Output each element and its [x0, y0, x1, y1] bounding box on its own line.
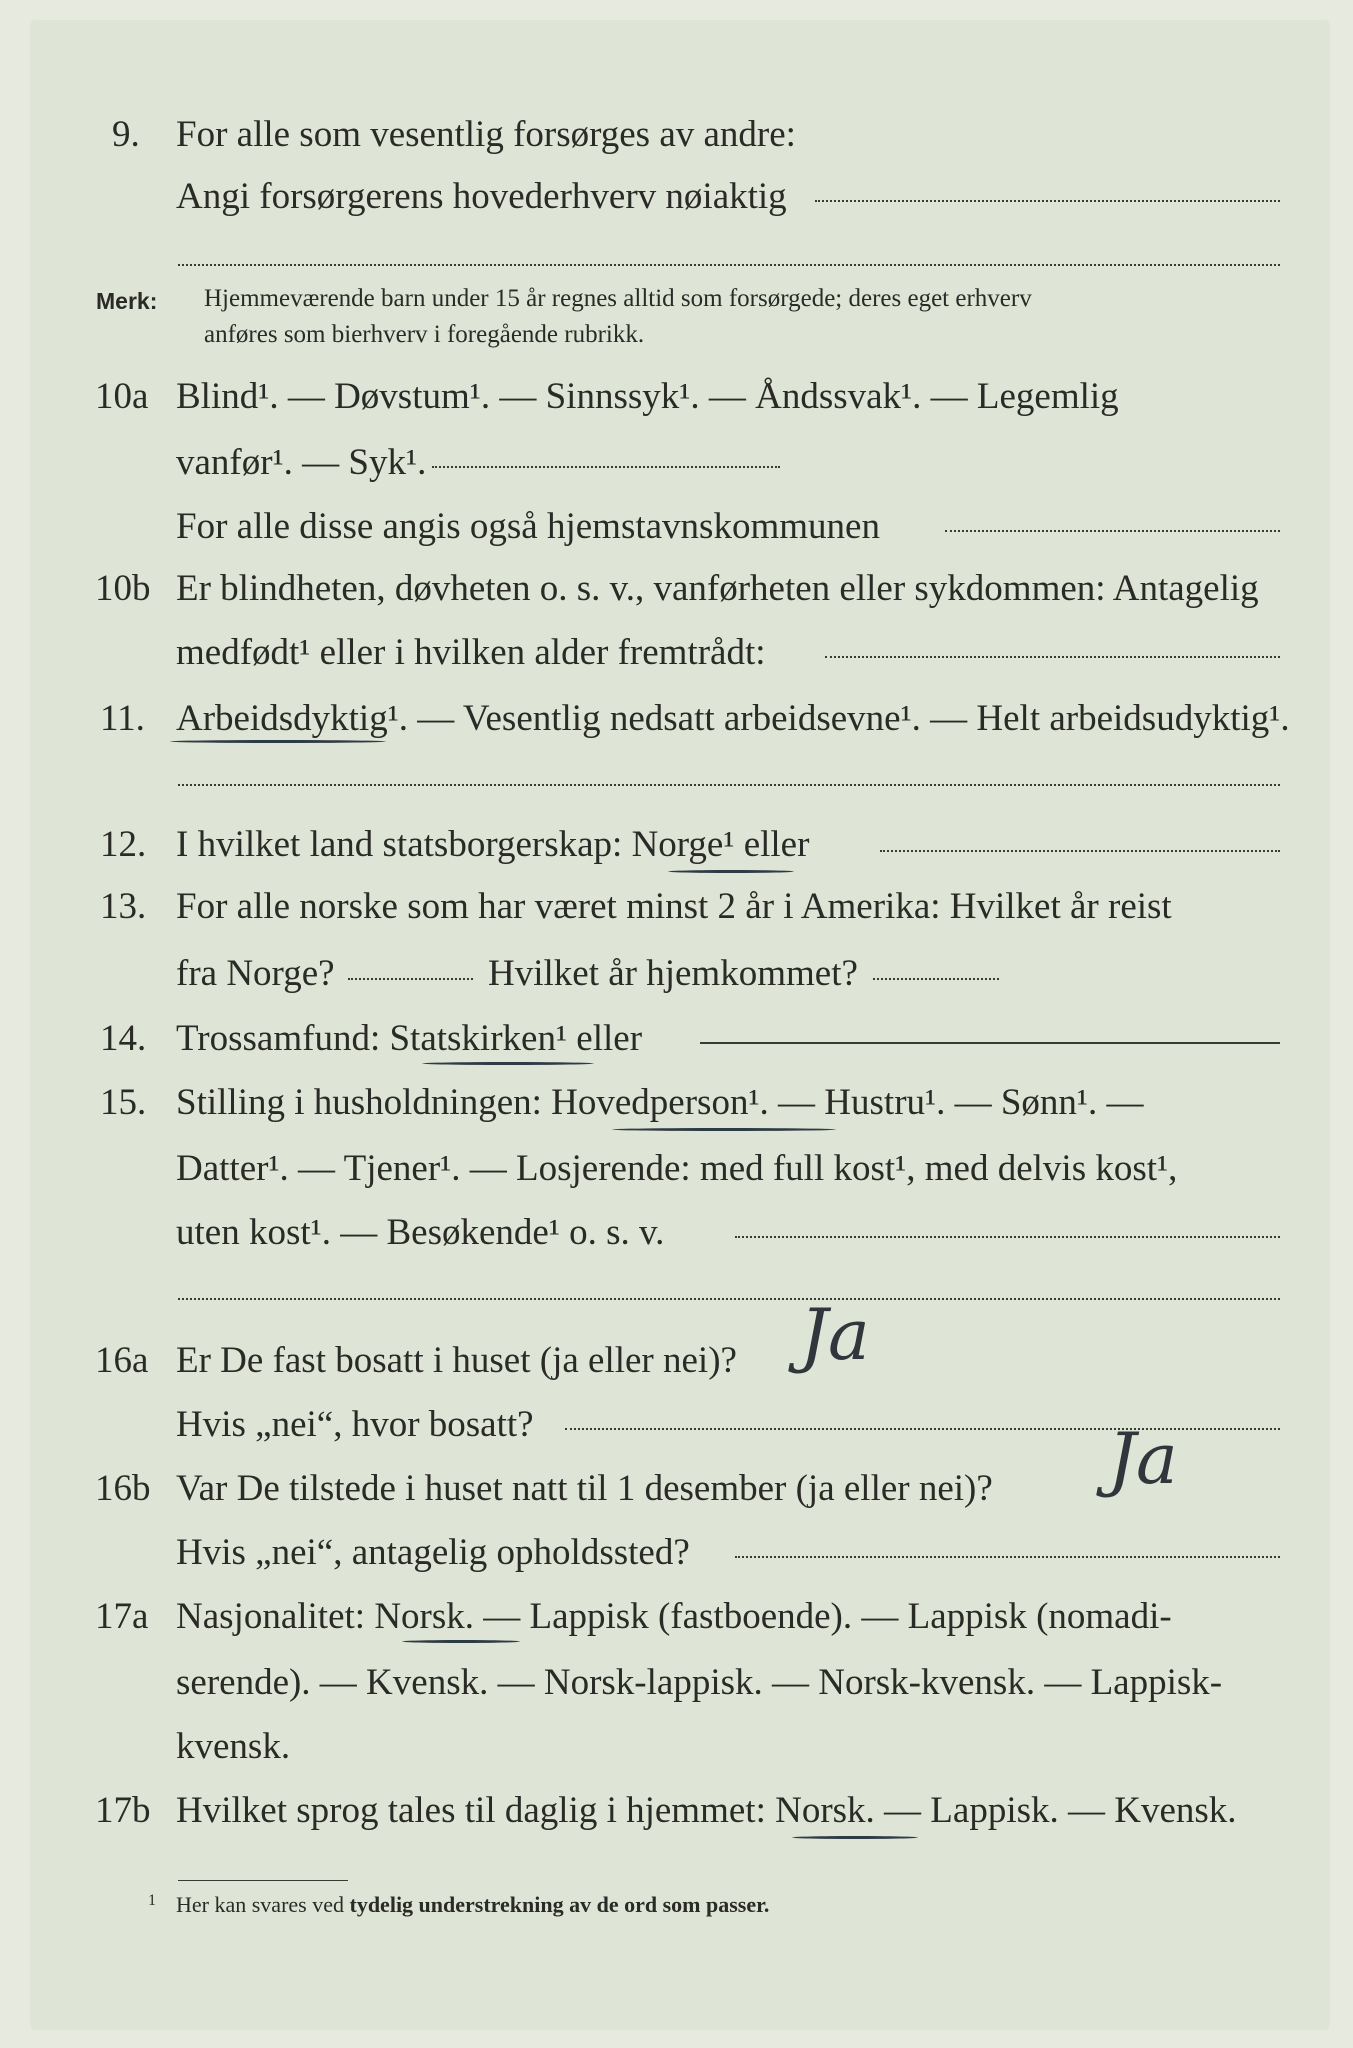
q17a-line1: Nasjonalitet: Norsk. — Lappisk (fastboende). — Lappisk (nomadi-: [176, 1596, 1172, 1637]
question-number-9: 9.: [112, 114, 140, 155]
question-number-15: 15.: [100, 1082, 147, 1123]
question-number-16a: 16a: [95, 1340, 149, 1381]
q14-line1: Trossamfund: Statskirken¹ eller: [176, 1018, 643, 1059]
q13-line2a: fra Norge?: [176, 953, 335, 994]
question-number-11: 11.: [100, 698, 145, 739]
q16b-answer-line[interactable]: [735, 1556, 1280, 1558]
merk-label: Merk:: [96, 288, 158, 314]
footnote-mark: 1: [148, 1892, 156, 1909]
q10a-answer-line[interactable]: [432, 466, 780, 468]
merk-line1: Hjemmeværende barn under 15 år regnes alltid som forsørgede; deres eget erhverv: [204, 285, 1032, 312]
q16a-handwritten-answer: Ja: [800, 1294, 870, 1376]
q13-reist-line[interactable]: [348, 978, 473, 980]
q15-line1: Stilling i husholdningen: Hovedperson¹. — Hustru¹. — Sønn¹. —: [176, 1082, 1144, 1123]
question-number-10b: 10b: [95, 568, 151, 609]
footnote-text-regular: Her kan svares ved: [176, 1892, 344, 1917]
question-number-12: 12.: [100, 824, 147, 865]
q15-underline-mark: [612, 1128, 836, 1131]
q15-answer-line-2[interactable]: [178, 1298, 1280, 1300]
q11-answer-line[interactable]: [178, 784, 1280, 786]
q16b-line2: Hvis „nei“, antagelig opholdssted?: [176, 1532, 690, 1573]
footnote-rule: [178, 1880, 348, 1881]
question-number-16b: 16b: [95, 1468, 151, 1509]
q10a-line2: vanfør¹. — Syk¹.: [176, 442, 427, 483]
q10b-answer-line[interactable]: [825, 656, 1280, 658]
q14-answer-line[interactable]: [700, 1042, 1280, 1044]
q16b-handwritten-answer: Ja: [1108, 1418, 1178, 1500]
footnote-text-bold: tydelig understrekning av de ord som passer.: [349, 1892, 770, 1917]
q13-line1: For alle norske som har været minst 2 år i Amerika: Hvilket år reist: [176, 886, 1172, 927]
q15-line2: Datter¹. — Tjener¹. — Losjerende: med full kost¹, med delvis kost¹,: [176, 1148, 1178, 1189]
question-number-14: 14.: [100, 1018, 147, 1059]
q9-answer-line-2[interactable]: [178, 264, 1280, 266]
merk-line2: anføres som bierhverv i foregående rubrikk.: [204, 321, 645, 348]
question-number-17b: 17b: [95, 1790, 151, 1831]
q10b-line2: medfødt¹ eller i hvilken alder fremtrådt:: [176, 632, 766, 673]
q9-line1: For alle som vesentlig forsørges av andre:: [176, 114, 796, 155]
q15-answer-line[interactable]: [735, 1236, 1280, 1238]
q17b-line1: Hvilket sprog tales til daglig i hjemmet: Norsk. — Lappisk. — Kvensk.: [176, 1790, 1237, 1831]
q16b-line1: Var De tilstede i huset natt til 1 desember (ja eller nei)?: [176, 1468, 993, 1509]
q11-underline-mark: [170, 740, 386, 743]
q10a-kommune-line[interactable]: [945, 530, 1280, 532]
question-number-10a: 10a: [95, 376, 149, 417]
q17b-underline-mark: [792, 1836, 918, 1839]
q10a-line3: For alle disse angis også hjemstavnskommunen: [176, 506, 880, 547]
q11-line1: Arbeidsdyktig¹. — Vesentlig nedsatt arbeidsevne¹. — Helt arbeidsudyktig¹.: [176, 698, 1290, 739]
q15-line3: uten kost¹. — Besøkende¹ o. s. v.: [176, 1212, 665, 1253]
q10b-line1: Er blindheten, døvheten o. s. v., vanførheten eller sykdommen: Antagelig: [176, 568, 1259, 609]
question-number-17a: 17a: [95, 1596, 149, 1637]
q10a-line1: Blind¹. — Døvstum¹. — Sinnssyk¹. — Åndssvak¹. — Legemlig: [176, 376, 1119, 417]
q16a-line2: Hvis „nei“, hvor bosatt?: [176, 1404, 534, 1445]
q16a-line1: Er De fast bosatt i huset (ja eller nei)?: [176, 1340, 737, 1381]
footnote-text: [176, 1892, 769, 1918]
q13-hjemkommet-line[interactable]: [873, 978, 999, 980]
q12-answer-line[interactable]: [880, 850, 1280, 852]
q17a-underline-mark: [402, 1640, 520, 1643]
q9-line2: Angi forsørgerens hovederhverv nøiaktig: [176, 176, 787, 217]
q13-line2b: Hvilket år hjemkommet?: [488, 953, 858, 994]
q12-line1: I hvilket land statsborgerskap: Norge¹ eller: [176, 824, 810, 865]
q14-underline-mark: [422, 1062, 594, 1065]
q17a-line2: serende). — Kvensk. — Norsk-lappisk. — Norsk-kvensk. — Lappisk-: [176, 1662, 1223, 1703]
q12-underline-mark: [668, 870, 794, 873]
question-number-13: 13.: [100, 886, 147, 927]
q17a-line3: kvensk.: [176, 1726, 291, 1767]
q9-answer-line[interactable]: [815, 200, 1280, 202]
